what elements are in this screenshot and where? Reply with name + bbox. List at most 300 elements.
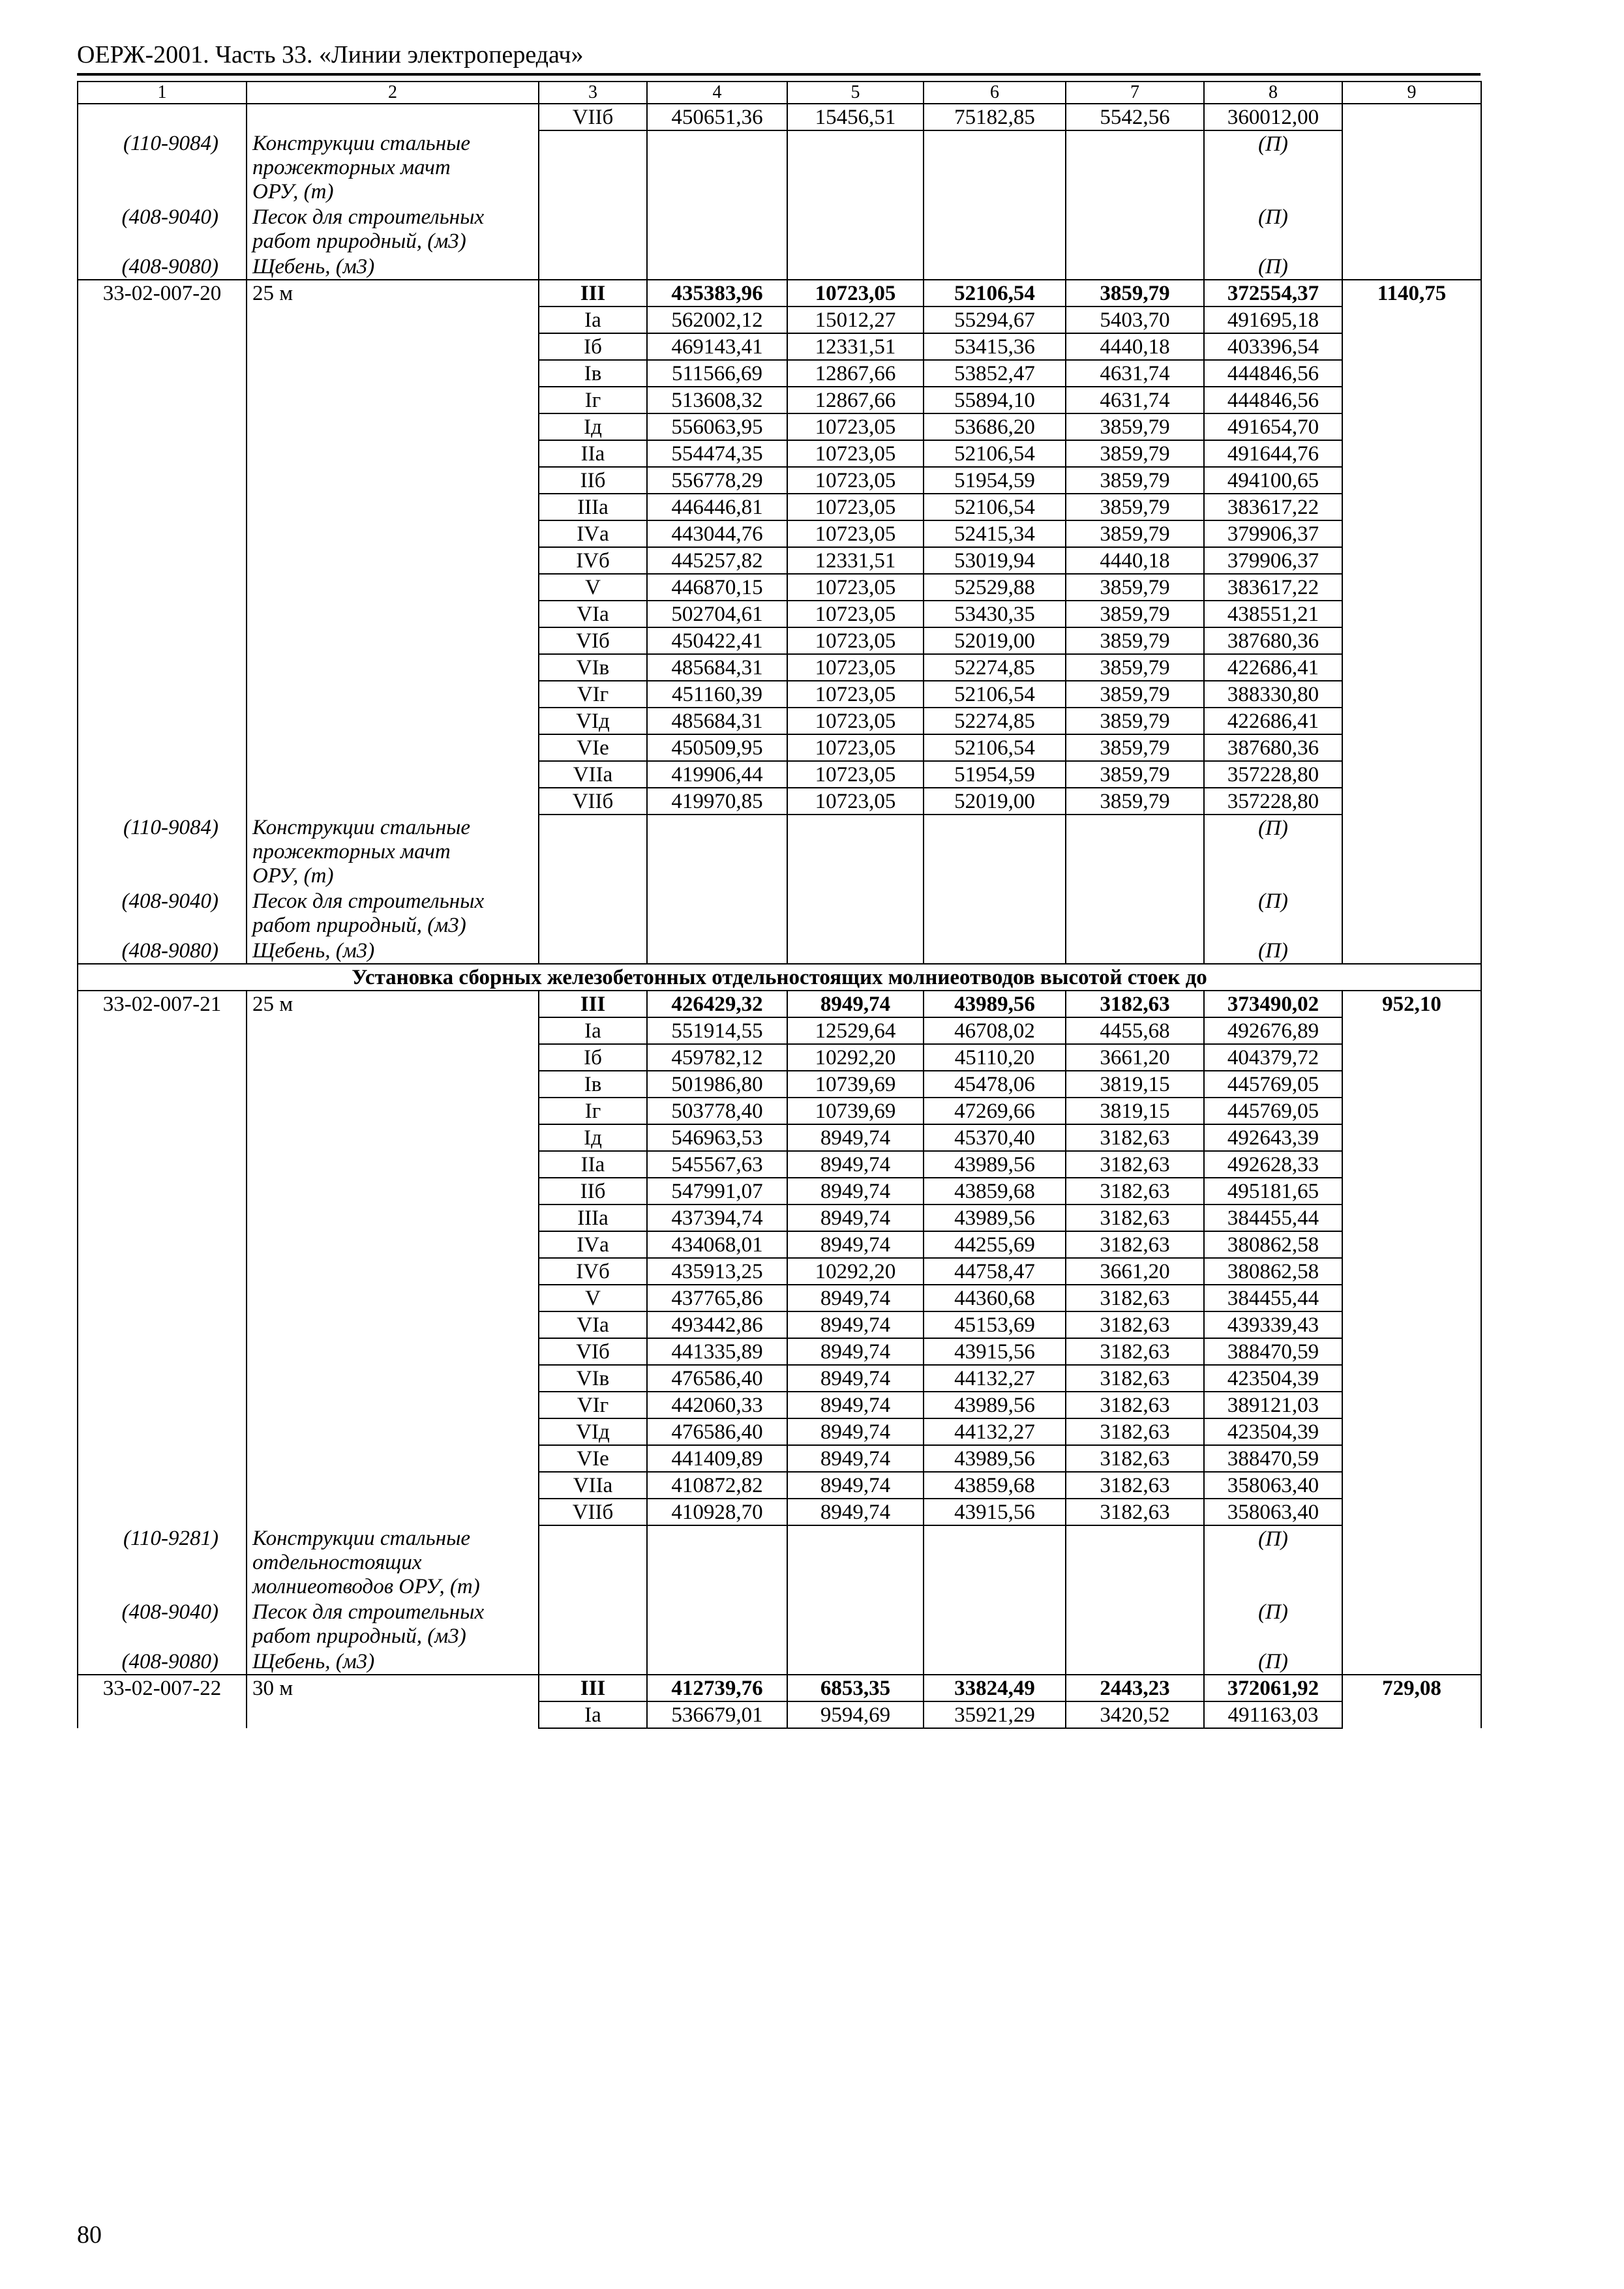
value-cell: 45110,20 bbox=[924, 1044, 1066, 1071]
value-cell: 403396,54 bbox=[1204, 333, 1342, 360]
column-number-cell: 5 bbox=[787, 82, 924, 104]
total-cell bbox=[1342, 574, 1481, 601]
position-name-cell: 25 м bbox=[247, 991, 539, 1017]
resource-mark-cell: (П) bbox=[1204, 1525, 1342, 1599]
value-cell: 3859,79 bbox=[1066, 413, 1204, 440]
value-cell: 15456,51 bbox=[787, 104, 924, 130]
position-name-cell bbox=[247, 1311, 539, 1338]
resource-name-cell bbox=[247, 1525, 539, 1599]
table-row bbox=[78, 1017, 1481, 1044]
value-cell: 443044,76 bbox=[647, 520, 787, 547]
value-cell: 438551,21 bbox=[1204, 601, 1342, 627]
value-cell: 419906,44 bbox=[647, 761, 787, 788]
position-code-cell bbox=[78, 1365, 247, 1392]
position-name-cell bbox=[247, 360, 539, 387]
value-cell: 4455,68 bbox=[1066, 1017, 1204, 1044]
value-cell: 556778,29 bbox=[647, 467, 787, 494]
value-cell: 43859,68 bbox=[924, 1472, 1066, 1499]
table-row bbox=[78, 1285, 1481, 1311]
value-cell: 444846,56 bbox=[1204, 387, 1342, 413]
column-number-cell: 7 bbox=[1066, 82, 1204, 104]
zone-cell: Iв bbox=[539, 1071, 647, 1098]
total-cell bbox=[1342, 1258, 1481, 1285]
value-cell: 556063,95 bbox=[647, 413, 787, 440]
value-cell: 434068,01 bbox=[647, 1231, 787, 1258]
empty-cell bbox=[539, 130, 647, 204]
empty-cell bbox=[924, 204, 1066, 254]
value-cell: 43859,68 bbox=[924, 1178, 1066, 1204]
position-code-cell bbox=[78, 307, 247, 333]
position-code-cell bbox=[78, 547, 247, 574]
total-cell bbox=[1342, 627, 1481, 654]
value-cell: 3182,63 bbox=[1066, 1285, 1204, 1311]
value-cell: 10723,05 bbox=[787, 654, 924, 681]
table-row bbox=[78, 1675, 1481, 1701]
total-cell bbox=[1342, 681, 1481, 708]
empty-cell bbox=[1066, 1525, 1204, 1599]
total-cell bbox=[1342, 708, 1481, 734]
page-number: 80 bbox=[77, 2221, 102, 2249]
table-row bbox=[78, 1204, 1481, 1231]
position-code-cell bbox=[78, 467, 247, 494]
value-cell: 3182,63 bbox=[1066, 1365, 1204, 1392]
total-cell bbox=[1342, 440, 1481, 467]
total-cell: 729,08 bbox=[1342, 1675, 1481, 1701]
resource-name-line: отдельностоящих bbox=[252, 1551, 422, 1574]
empty-cell bbox=[647, 130, 787, 204]
resource-name-cell bbox=[247, 815, 539, 888]
zone-cell: VIа bbox=[539, 1311, 647, 1338]
value-cell: 3182,63 bbox=[1066, 1338, 1204, 1365]
total-cell bbox=[1342, 1418, 1481, 1445]
value-cell: 3661,20 bbox=[1066, 1044, 1204, 1071]
position-name-cell bbox=[247, 1071, 539, 1098]
total-cell bbox=[1342, 1231, 1481, 1258]
value-cell: 10292,20 bbox=[787, 1044, 924, 1071]
resource-mark-cell: (П) bbox=[1204, 1649, 1342, 1675]
empty-cell bbox=[924, 888, 1066, 938]
value-cell: 46708,02 bbox=[924, 1017, 1066, 1044]
value-cell: 44132,27 bbox=[924, 1418, 1066, 1445]
position-code-cell bbox=[78, 1258, 247, 1285]
zone-cell: IIIа bbox=[539, 1204, 647, 1231]
value-cell: 12867,66 bbox=[787, 387, 924, 413]
total-cell bbox=[1342, 761, 1481, 788]
total-cell bbox=[1342, 1472, 1481, 1499]
total-cell bbox=[1342, 1365, 1481, 1392]
value-cell: 10723,05 bbox=[787, 280, 924, 307]
value-cell: 4440,18 bbox=[1066, 333, 1204, 360]
value-cell: 439339,43 bbox=[1204, 1311, 1342, 1338]
zone-cell: VIа bbox=[539, 601, 647, 627]
value-cell: 3661,20 bbox=[1066, 1258, 1204, 1285]
value-cell: 3859,79 bbox=[1066, 654, 1204, 681]
value-cell: 3859,79 bbox=[1066, 681, 1204, 708]
value-cell: 387680,36 bbox=[1204, 734, 1342, 761]
resource-name-line: Конструкции стальные bbox=[252, 1527, 471, 1550]
position-code-cell bbox=[78, 1098, 247, 1124]
total-cell bbox=[1342, 1178, 1481, 1204]
zone-cell: IIб bbox=[539, 467, 647, 494]
value-cell: 387680,36 bbox=[1204, 627, 1342, 654]
resource-name-cell bbox=[247, 130, 539, 204]
table-row bbox=[78, 1151, 1481, 1178]
value-cell: 43915,56 bbox=[924, 1338, 1066, 1365]
value-cell: 8949,74 bbox=[787, 1418, 924, 1445]
value-cell: 52106,54 bbox=[924, 681, 1066, 708]
position-code-cell bbox=[78, 1311, 247, 1338]
resource-name-line: ОРУ, (т) bbox=[252, 180, 334, 203]
table-row bbox=[78, 574, 1481, 601]
resource-name-line: ОРУ, (т) bbox=[252, 864, 334, 888]
position-name-cell bbox=[247, 574, 539, 601]
empty-cell bbox=[787, 938, 924, 964]
zone-cell: IIа bbox=[539, 440, 647, 467]
page-header-title: ОЕРЖ-2001. Часть 33. «Линии электропередач» bbox=[77, 41, 584, 68]
value-cell: 8949,74 bbox=[787, 1499, 924, 1525]
value-cell: 51954,59 bbox=[924, 467, 1066, 494]
value-cell: 3182,63 bbox=[1066, 1231, 1204, 1258]
value-cell: 3859,79 bbox=[1066, 467, 1204, 494]
position-code-cell bbox=[78, 1231, 247, 1258]
value-cell: 8949,74 bbox=[787, 1231, 924, 1258]
resource-code-cell: (408-9040) bbox=[78, 1599, 247, 1649]
resource-row bbox=[78, 938, 1481, 964]
value-cell: 3859,79 bbox=[1066, 494, 1204, 520]
value-cell: 10723,05 bbox=[787, 601, 924, 627]
position-name-cell bbox=[247, 333, 539, 360]
resource-name-line: работ природный, (м3) bbox=[252, 914, 466, 937]
empty-cell bbox=[539, 888, 647, 938]
position-name-cell bbox=[247, 734, 539, 761]
table-row bbox=[78, 467, 1481, 494]
table-row bbox=[78, 333, 1481, 360]
position-code-cell bbox=[78, 1151, 247, 1178]
zone-cell: Iа bbox=[539, 307, 647, 333]
total-cell bbox=[1342, 1445, 1481, 1472]
zone-cell: III bbox=[539, 1675, 647, 1701]
empty-cell bbox=[539, 938, 647, 964]
value-cell: 494100,65 bbox=[1204, 467, 1342, 494]
value-cell: 384455,44 bbox=[1204, 1285, 1342, 1311]
value-cell: 491654,70 bbox=[1204, 413, 1342, 440]
empty-cell bbox=[924, 938, 1066, 964]
value-cell: 493442,86 bbox=[647, 1311, 787, 1338]
resource-code-cell: (110-9084) bbox=[78, 130, 247, 204]
value-cell: 492643,39 bbox=[1204, 1124, 1342, 1151]
zone-cell: V bbox=[539, 1285, 647, 1311]
value-cell: 8949,74 bbox=[787, 1392, 924, 1418]
position-name-cell bbox=[247, 654, 539, 681]
value-cell: 3182,63 bbox=[1066, 1392, 1204, 1418]
value-cell: 3182,63 bbox=[1066, 1204, 1204, 1231]
empty-cell bbox=[539, 204, 647, 254]
position-code-cell bbox=[78, 708, 247, 734]
total-cell bbox=[1342, 413, 1481, 440]
value-cell: 10723,05 bbox=[787, 788, 924, 815]
value-cell: 43989,56 bbox=[924, 1151, 1066, 1178]
resource-name-cell bbox=[247, 888, 539, 938]
position-name-cell bbox=[247, 413, 539, 440]
table-row bbox=[78, 1418, 1481, 1445]
value-cell: 9594,69 bbox=[787, 1701, 924, 1728]
table-row bbox=[78, 788, 1481, 815]
value-cell: 15012,27 bbox=[787, 307, 924, 333]
zone-cell: VIе bbox=[539, 734, 647, 761]
position-code-cell bbox=[78, 333, 247, 360]
position-name-cell bbox=[247, 1178, 539, 1204]
zone-cell: Iд bbox=[539, 413, 647, 440]
value-cell: 419970,85 bbox=[647, 788, 787, 815]
section-title: Установка сборных железобетонных отдельностоящих молниеотводов высотой стоек до bbox=[78, 964, 1481, 991]
table-row bbox=[78, 1472, 1481, 1499]
empty-cell bbox=[1342, 204, 1481, 254]
value-cell: 422686,41 bbox=[1204, 654, 1342, 681]
position-code-cell bbox=[78, 734, 247, 761]
position-code-cell bbox=[78, 1017, 247, 1044]
empty-cell bbox=[647, 1599, 787, 1649]
value-cell: 8949,74 bbox=[787, 1472, 924, 1499]
total-cell bbox=[1342, 333, 1481, 360]
total-cell bbox=[1342, 1701, 1481, 1728]
value-cell: 3182,63 bbox=[1066, 1499, 1204, 1525]
value-cell: 3859,79 bbox=[1066, 520, 1204, 547]
resource-name-cell bbox=[247, 1649, 539, 1675]
value-cell: 8949,74 bbox=[787, 1338, 924, 1365]
zone-cell: VIIб bbox=[539, 788, 647, 815]
empty-cell bbox=[924, 1525, 1066, 1599]
position-code-cell bbox=[78, 654, 247, 681]
value-cell: 3182,63 bbox=[1066, 991, 1204, 1017]
resource-code-cell: (408-9040) bbox=[78, 888, 247, 938]
resource-name-cell bbox=[247, 204, 539, 254]
position-code-cell: 33-02-007-20 bbox=[78, 280, 247, 307]
value-cell: 491644,76 bbox=[1204, 440, 1342, 467]
position-code-cell bbox=[78, 104, 247, 130]
zone-cell: VIв bbox=[539, 1365, 647, 1392]
value-cell: 52106,54 bbox=[924, 280, 1066, 307]
position-code-cell bbox=[78, 413, 247, 440]
value-cell: 383617,22 bbox=[1204, 494, 1342, 520]
zone-cell: VIIб bbox=[539, 104, 647, 130]
zone-cell: V bbox=[539, 574, 647, 601]
total-cell bbox=[1342, 1151, 1481, 1178]
value-cell: 3859,79 bbox=[1066, 627, 1204, 654]
position-code-cell bbox=[78, 494, 247, 520]
position-name-cell bbox=[247, 681, 539, 708]
column-number-row bbox=[78, 82, 1481, 104]
zone-cell: VIг bbox=[539, 1392, 647, 1418]
value-cell: 445257,82 bbox=[647, 547, 787, 574]
position-name-cell bbox=[247, 1151, 539, 1178]
value-cell: 384455,44 bbox=[1204, 1204, 1342, 1231]
total-cell bbox=[1342, 1285, 1481, 1311]
value-cell: 3420,52 bbox=[1066, 1701, 1204, 1728]
zone-cell: IVб bbox=[539, 1258, 647, 1285]
resource-row bbox=[78, 1525, 1481, 1599]
column-number-cell: 4 bbox=[647, 82, 787, 104]
position-name-cell: 30 м bbox=[247, 1675, 539, 1701]
empty-cell bbox=[1342, 888, 1481, 938]
zone-cell: VIд bbox=[539, 1418, 647, 1445]
empty-cell bbox=[787, 130, 924, 204]
zone-cell: Iа bbox=[539, 1017, 647, 1044]
empty-cell bbox=[1066, 1599, 1204, 1649]
zone-cell: VIд bbox=[539, 708, 647, 734]
column-number-cell: 6 bbox=[924, 82, 1066, 104]
value-cell: 8949,74 bbox=[787, 1445, 924, 1472]
position-code-cell bbox=[78, 360, 247, 387]
value-cell: 10723,05 bbox=[787, 494, 924, 520]
total-cell bbox=[1342, 1311, 1481, 1338]
position-code-cell: 33-02-007-21 bbox=[78, 991, 247, 1017]
table-row bbox=[78, 547, 1481, 574]
empty-cell bbox=[1066, 130, 1204, 204]
total-cell bbox=[1342, 520, 1481, 547]
empty-cell bbox=[539, 1525, 647, 1599]
table-row bbox=[78, 494, 1481, 520]
position-code-cell bbox=[78, 761, 247, 788]
value-cell: 3859,79 bbox=[1066, 734, 1204, 761]
value-cell: 379906,37 bbox=[1204, 547, 1342, 574]
position-code-cell bbox=[78, 601, 247, 627]
position-code-cell bbox=[78, 681, 247, 708]
value-cell: 4631,74 bbox=[1066, 360, 1204, 387]
column-number-cell: 9 bbox=[1342, 82, 1481, 104]
value-cell: 3859,79 bbox=[1066, 708, 1204, 734]
value-cell: 503778,40 bbox=[647, 1098, 787, 1124]
value-cell: 43989,56 bbox=[924, 1204, 1066, 1231]
value-cell: 10739,69 bbox=[787, 1098, 924, 1124]
value-cell: 388330,80 bbox=[1204, 681, 1342, 708]
value-cell: 357228,80 bbox=[1204, 761, 1342, 788]
value-cell: 10723,05 bbox=[787, 440, 924, 467]
resource-code-cell: (110-9281) bbox=[78, 1525, 247, 1599]
value-cell: 4631,74 bbox=[1066, 387, 1204, 413]
zone-cell: VIIа bbox=[539, 1472, 647, 1499]
total-cell bbox=[1342, 734, 1481, 761]
resource-name-line: Песок для строительных bbox=[252, 205, 485, 229]
value-cell: 495181,65 bbox=[1204, 1178, 1342, 1204]
position-name-cell bbox=[247, 494, 539, 520]
value-cell: 53019,94 bbox=[924, 547, 1066, 574]
value-cell: 45153,69 bbox=[924, 1311, 1066, 1338]
resource-mark-cell: (П) bbox=[1204, 204, 1342, 254]
position-code-cell bbox=[78, 1472, 247, 1499]
position-name-cell bbox=[247, 1044, 539, 1071]
zone-cell: III bbox=[539, 280, 647, 307]
position-name-cell bbox=[247, 1231, 539, 1258]
zone-cell: IVб bbox=[539, 547, 647, 574]
table-row bbox=[78, 761, 1481, 788]
value-cell: 3859,79 bbox=[1066, 761, 1204, 788]
table-row bbox=[78, 1701, 1481, 1728]
column-number-cell: 3 bbox=[539, 82, 647, 104]
value-cell: 8949,74 bbox=[787, 991, 924, 1017]
empty-cell bbox=[1342, 130, 1481, 204]
value-cell: 2443,23 bbox=[1066, 1675, 1204, 1701]
value-cell: 511566,69 bbox=[647, 360, 787, 387]
position-code-cell bbox=[78, 1338, 247, 1365]
value-cell: 3182,63 bbox=[1066, 1151, 1204, 1178]
table-row bbox=[78, 991, 1481, 1017]
empty-cell bbox=[787, 1525, 924, 1599]
total-cell bbox=[1342, 1204, 1481, 1231]
position-code-cell bbox=[78, 788, 247, 815]
value-cell: 551914,55 bbox=[647, 1017, 787, 1044]
table-row bbox=[78, 1231, 1481, 1258]
value-cell: 8949,74 bbox=[787, 1204, 924, 1231]
empty-cell bbox=[924, 254, 1066, 280]
value-cell: 10723,05 bbox=[787, 761, 924, 788]
position-code-cell bbox=[78, 1392, 247, 1418]
position-name-cell bbox=[247, 1392, 539, 1418]
value-cell: 444846,56 bbox=[1204, 360, 1342, 387]
table-row bbox=[78, 1365, 1481, 1392]
position-name-cell bbox=[247, 547, 539, 574]
value-cell: 52529,88 bbox=[924, 574, 1066, 601]
value-cell: 52415,34 bbox=[924, 520, 1066, 547]
total-cell bbox=[1342, 104, 1481, 130]
resource-name-line: прожекторных мачт bbox=[252, 156, 451, 179]
resource-name-line: прожекторных мачт bbox=[252, 840, 451, 863]
empty-cell bbox=[647, 254, 787, 280]
value-cell: 52106,54 bbox=[924, 734, 1066, 761]
zone-cell: VIб bbox=[539, 1338, 647, 1365]
resource-row bbox=[78, 130, 1481, 204]
value-cell: 491695,18 bbox=[1204, 307, 1342, 333]
value-cell: 426429,32 bbox=[647, 991, 787, 1017]
empty-cell bbox=[1066, 1649, 1204, 1675]
value-cell: 412739,76 bbox=[647, 1675, 787, 1701]
value-cell: 435383,96 bbox=[647, 280, 787, 307]
value-cell: 8949,74 bbox=[787, 1178, 924, 1204]
resource-name-cell bbox=[247, 938, 539, 964]
position-name-cell bbox=[247, 467, 539, 494]
total-cell bbox=[1342, 1499, 1481, 1525]
total-cell bbox=[1342, 1017, 1481, 1044]
resource-mark-cell: (П) bbox=[1204, 938, 1342, 964]
value-cell: 372554,37 bbox=[1204, 280, 1342, 307]
zone-cell: IIб bbox=[539, 1178, 647, 1204]
total-cell: 1140,75 bbox=[1342, 280, 1481, 307]
zone-cell: VIв bbox=[539, 654, 647, 681]
position-name-cell bbox=[247, 1445, 539, 1472]
position-name-cell bbox=[247, 1365, 539, 1392]
resource-name-line: молниеотводов ОРУ, (т) bbox=[252, 1575, 480, 1598]
value-cell: 10723,05 bbox=[787, 520, 924, 547]
resource-name-line: Щебень, (м3) bbox=[252, 255, 375, 278]
table-row bbox=[78, 1311, 1481, 1338]
value-cell: 44132,27 bbox=[924, 1365, 1066, 1392]
zone-cell: Iг bbox=[539, 1098, 647, 1124]
value-cell: 3182,63 bbox=[1066, 1472, 1204, 1499]
table-row bbox=[78, 627, 1481, 654]
zone-cell: VIе bbox=[539, 1445, 647, 1472]
resource-mark-cell: (П) bbox=[1204, 888, 1342, 938]
table-row bbox=[78, 1499, 1481, 1525]
table-body bbox=[78, 82, 1481, 1728]
value-cell: 423504,39 bbox=[1204, 1365, 1342, 1392]
zone-cell: VIб bbox=[539, 627, 647, 654]
value-cell: 12867,66 bbox=[787, 360, 924, 387]
value-cell: 52274,85 bbox=[924, 654, 1066, 681]
empty-cell bbox=[539, 1649, 647, 1675]
value-cell: 492676,89 bbox=[1204, 1017, 1342, 1044]
value-cell: 52274,85 bbox=[924, 708, 1066, 734]
value-cell: 8949,74 bbox=[787, 1151, 924, 1178]
zone-cell: Iб bbox=[539, 333, 647, 360]
